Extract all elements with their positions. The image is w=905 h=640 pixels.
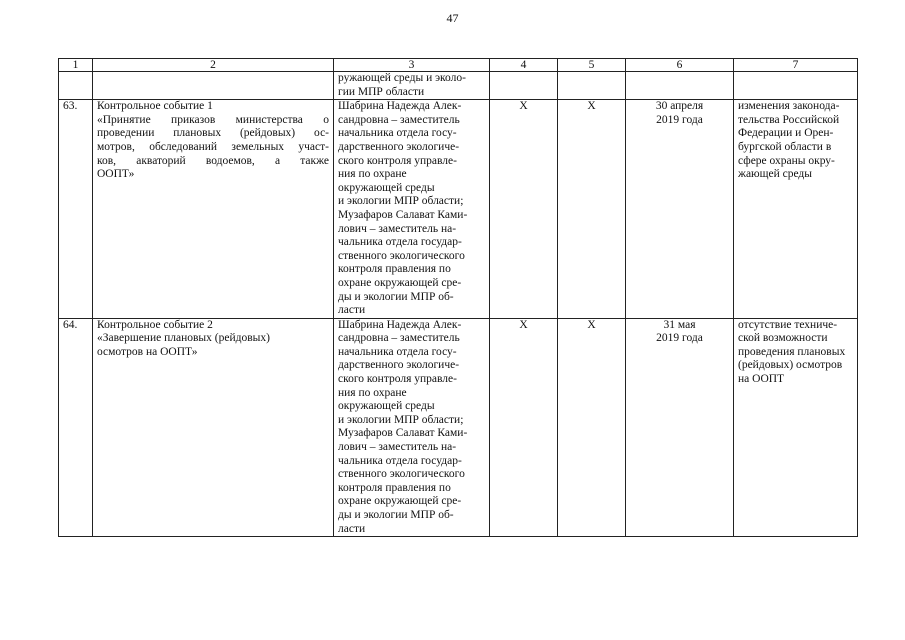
note-line: проведения плановых xyxy=(738,345,846,358)
event-line: «Завершение плановых (рейдовых) xyxy=(97,332,270,345)
responsible-line: ния по охране xyxy=(338,168,407,181)
responsible-line: окружающей среды xyxy=(338,181,435,194)
plan-table xyxy=(58,58,858,537)
note-line: на ООПТ xyxy=(738,373,785,386)
note-line: отсутствие техниче- xyxy=(738,318,838,331)
column-number-2: 2 xyxy=(93,59,334,72)
event-line: Контрольное событие 2 xyxy=(97,318,213,331)
deadline-date xyxy=(626,100,734,319)
result-note xyxy=(734,318,858,537)
event-line: осмотров на ООПТ» xyxy=(97,345,198,358)
continuation-cell-7 xyxy=(734,72,858,100)
responsible-line: дарственного экологиче- xyxy=(338,359,460,372)
continuation-cell-6 xyxy=(626,72,734,100)
note-line: тельства Российской xyxy=(738,113,840,126)
column-number-7: 7 xyxy=(734,59,858,72)
responsible-line: охране окружающей сре- xyxy=(338,276,462,289)
responsible-line: контроля правления по xyxy=(338,263,451,276)
event-line: «Принятие приказов министерства о xyxy=(97,113,329,126)
event-line: Контрольное событие 1 xyxy=(97,100,213,113)
responsible-line: чальника отдела государ- xyxy=(338,236,462,249)
continuation-cell-2 xyxy=(93,72,334,100)
responsible-line: Шабрина Надежда Алек- xyxy=(338,100,462,113)
table-body xyxy=(59,72,858,537)
event-line: ООПТ» xyxy=(97,168,135,181)
table-row xyxy=(59,318,858,537)
responsible-line: окружающей среды xyxy=(338,400,435,413)
note-line: изменения законода- xyxy=(738,100,840,113)
column-number-6: 6 xyxy=(626,59,734,72)
responsible-line: ружающей среды и эколо- xyxy=(338,72,466,84)
responsible-line: и экологии МПР области; xyxy=(338,413,464,426)
responsible-line: Шабрина Надежда Алек- xyxy=(338,318,462,331)
event-line: проведении плановых (рейдовых) ос- xyxy=(97,127,329,140)
event-line: ков, акваторий водоемов, а также xyxy=(97,154,329,167)
column-4-mark: X xyxy=(490,100,558,319)
responsible-line: начальника отдела госу- xyxy=(338,127,457,140)
responsible-line: ского контроля управле- xyxy=(338,154,457,167)
responsible-persons xyxy=(334,100,490,319)
continuation-row xyxy=(59,72,858,100)
responsible-line: начальника отдела госу- xyxy=(338,345,457,358)
responsible-line: ласти xyxy=(338,522,366,535)
note-line: (рейдовых) осмотров xyxy=(738,359,843,372)
responsible-line: ского контроля управле- xyxy=(338,373,457,386)
responsible-line: охране окружающей сре- xyxy=(338,495,462,508)
responsible-line: дарственного экологиче- xyxy=(338,140,460,153)
event-description xyxy=(93,100,334,319)
note-line: бургской области в xyxy=(738,140,832,153)
column-number-5: 5 xyxy=(558,59,626,72)
column-5-mark: X xyxy=(558,318,626,537)
row-number: 63. xyxy=(59,100,93,319)
column-number-row xyxy=(59,59,858,72)
deadline-date xyxy=(626,318,734,537)
responsible-line: лович – заместитель на- xyxy=(338,222,457,235)
responsible-line: и экологии МПР области; xyxy=(338,195,464,208)
event-description xyxy=(93,318,334,537)
column-number-1: 1 xyxy=(59,59,93,72)
result-note xyxy=(734,100,858,319)
responsible-line: сандровна – заместитель xyxy=(338,332,460,345)
note-line: сфере охраны окру- xyxy=(738,154,835,167)
continuation-cell-1 xyxy=(59,72,93,100)
responsible-line: чальника отдела государ- xyxy=(338,454,462,467)
column-4-mark: X xyxy=(490,318,558,537)
responsible-line: гии МПР области xyxy=(338,85,425,98)
page-number: 47 xyxy=(446,11,459,25)
column-number-3: 3 xyxy=(334,59,490,72)
responsible-line: ственного экологического xyxy=(338,468,465,481)
responsible-line: Музафаров Салават Ками- xyxy=(338,208,468,221)
continuation-responsible xyxy=(334,72,490,100)
table-row xyxy=(59,100,858,319)
event-line: мотров, обследований земельных участ- xyxy=(97,140,329,153)
responsible-line: контроля правления по xyxy=(338,481,451,494)
column-5-mark: X xyxy=(558,100,626,319)
note-line: Федерации и Орен- xyxy=(738,127,834,140)
responsible-line: ды и экологии МПР об- xyxy=(338,509,454,521)
responsible-line: ственного экологического xyxy=(338,249,465,262)
note-line: жающей среды xyxy=(738,168,813,181)
date-line: 2019 года xyxy=(656,113,703,126)
continuation-cell-4 xyxy=(490,72,558,100)
date-line: 2019 года xyxy=(656,332,703,345)
row-number: 64. xyxy=(59,318,93,537)
responsible-line: ния по охране xyxy=(338,386,407,399)
responsible-line: Музафаров Салават Ками- xyxy=(338,427,468,440)
note-line: ской возможности xyxy=(738,332,828,345)
responsible-line: сандровна – заместитель xyxy=(338,113,460,126)
responsible-persons xyxy=(334,318,490,537)
date-line: 30 апреля xyxy=(655,100,704,113)
column-number-4: 4 xyxy=(490,59,558,72)
continuation-cell-5 xyxy=(558,72,626,100)
date-line: 31 мая xyxy=(663,318,696,331)
responsible-line: лович – заместитель на- xyxy=(338,441,457,454)
responsible-line: ласти xyxy=(338,304,366,317)
responsible-line: ды и экологии МПР об- xyxy=(338,290,454,303)
